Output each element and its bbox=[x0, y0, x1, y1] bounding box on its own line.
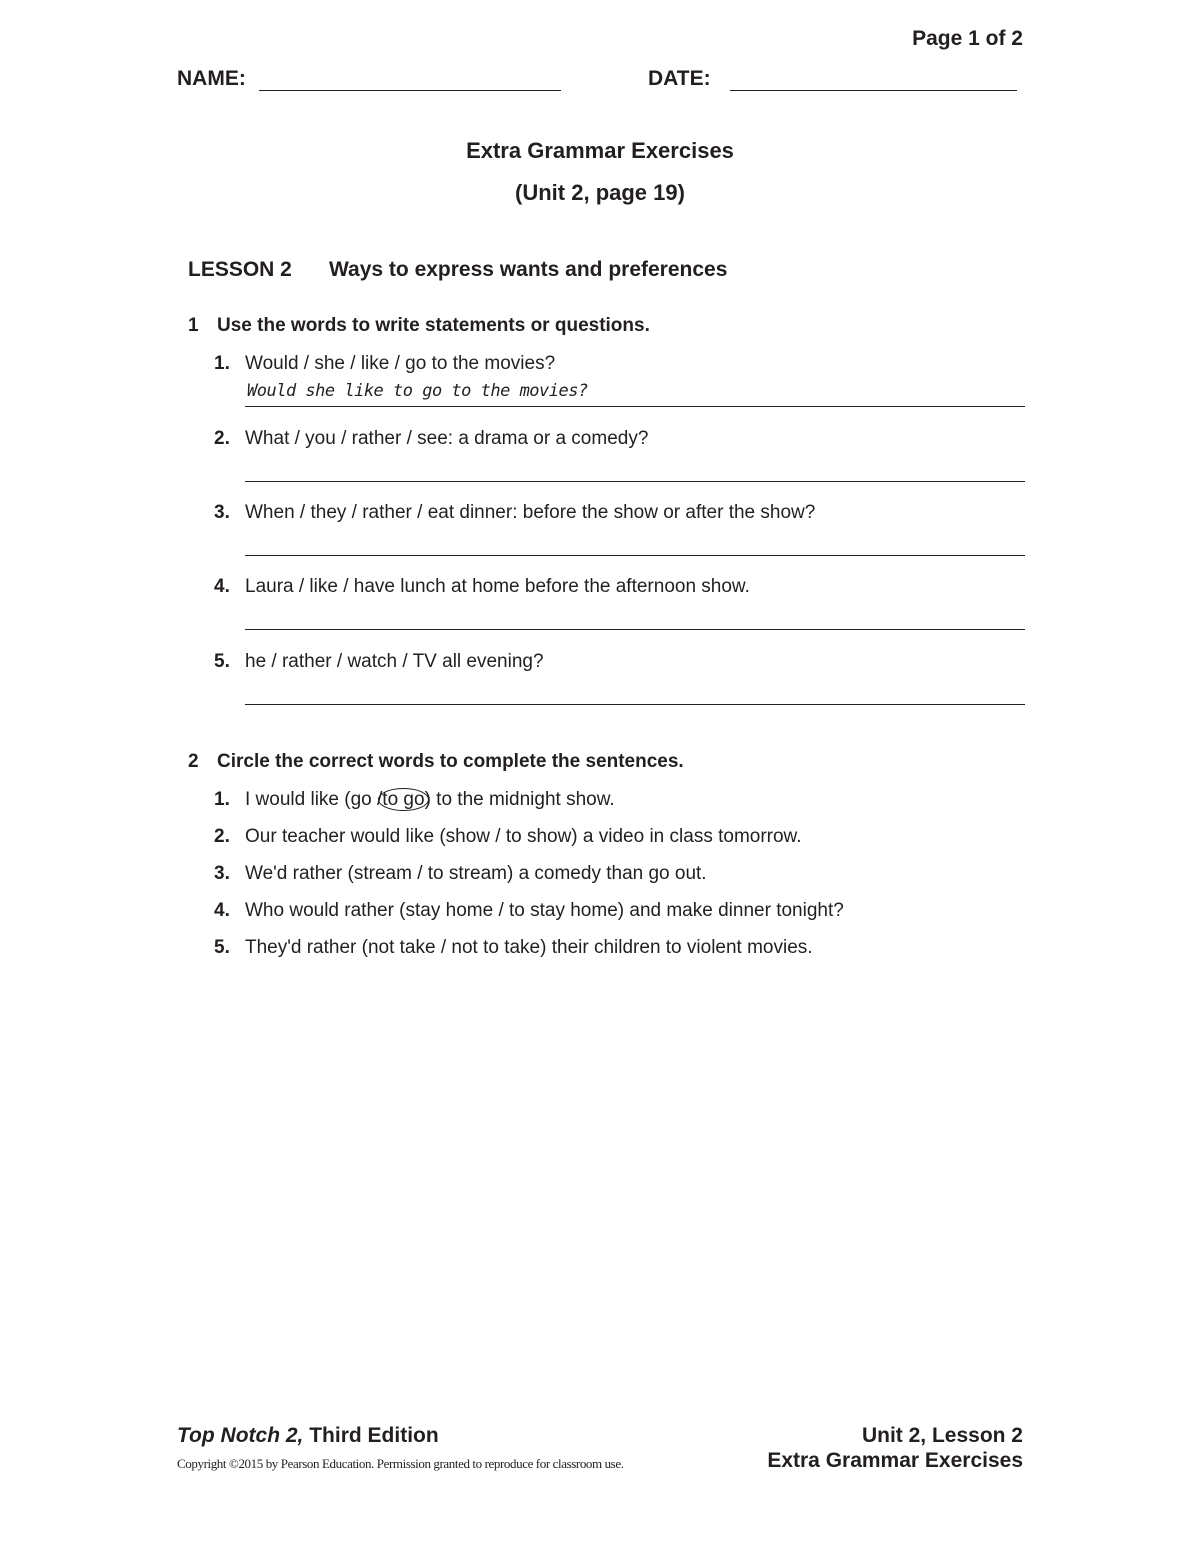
item-number: 1. bbox=[214, 353, 230, 374]
list-item bbox=[214, 428, 648, 450]
item-text: Who would rather (stay home / to stay home) and make dinner tonight? bbox=[245, 900, 844, 921]
item-text-after: ) to the midnight show. bbox=[424, 789, 615, 810]
item-number: 2. bbox=[214, 826, 230, 847]
exercise1-number: 1 bbox=[188, 315, 199, 336]
item-prompt: What / you / rather / see: a drama or a comedy? bbox=[245, 428, 649, 449]
item-number: 1. bbox=[214, 789, 230, 810]
item-number: 5. bbox=[214, 651, 230, 672]
item-number: 3. bbox=[214, 502, 230, 523]
item-number: 5. bbox=[214, 937, 230, 958]
footer-book bbox=[177, 1424, 439, 1448]
copyright-notice: Copyright ©2015 by Pearson Education. Permission granted to reproduce for classroom use. bbox=[177, 1456, 624, 1471]
exercise1-instruction bbox=[188, 315, 650, 337]
exercise2-number: 2 bbox=[188, 751, 199, 772]
item-text-before: I would like (go / bbox=[245, 789, 383, 810]
item-prompt: Would / she / like / go to the movies? bbox=[245, 353, 556, 374]
footer-section: Extra Grammar Exercises bbox=[767, 1449, 1023, 1472]
lesson-number: LESSON 2 bbox=[188, 258, 292, 281]
handwritten-answer: Would she like to go to the movies? bbox=[247, 381, 588, 401]
list-item bbox=[214, 502, 815, 524]
list-item bbox=[214, 826, 802, 848]
item-text: We'd rather (stream / to stream) a comedy than go out. bbox=[245, 863, 707, 884]
circled-answer[interactable]: to go bbox=[378, 788, 428, 811]
lesson-topic: Ways to express wants and preferences bbox=[329, 258, 728, 281]
item-prompt: he / rather / watch / TV all evening? bbox=[245, 651, 544, 672]
item-prompt: Laura / like / have lunch at home before the afternoon show. bbox=[245, 576, 750, 597]
date-field[interactable] bbox=[730, 90, 1017, 91]
list-item bbox=[214, 651, 544, 673]
list-item bbox=[214, 353, 555, 375]
name-field[interactable] bbox=[259, 90, 561, 91]
book-edition: Third Edition bbox=[303, 1424, 439, 1447]
lesson-heading bbox=[188, 258, 727, 282]
date-label: DATE: bbox=[648, 67, 711, 90]
exercise1-instruction-text: Use the words to write statements or questions. bbox=[217, 315, 650, 336]
list-item bbox=[214, 900, 844, 922]
answer-line[interactable] bbox=[245, 555, 1025, 556]
exercise2-instruction bbox=[188, 751, 684, 773]
answer-line[interactable] bbox=[245, 481, 1025, 482]
item-number: 4. bbox=[214, 576, 230, 597]
worksheet-subtitle: (Unit 2, page 19) bbox=[515, 180, 685, 205]
list-item bbox=[214, 576, 750, 598]
worksheet-title: Extra Grammar Exercises bbox=[466, 138, 734, 163]
page-number: Page 1 of 2 bbox=[912, 27, 1023, 50]
list-item bbox=[214, 863, 707, 885]
list-item bbox=[214, 788, 615, 811]
item-text: They'd rather (not take / not to take) their children to violent movies. bbox=[245, 937, 813, 958]
item-number: 4. bbox=[214, 900, 230, 921]
name-label: NAME: bbox=[177, 67, 246, 90]
item-number: 3. bbox=[214, 863, 230, 884]
answer-line[interactable] bbox=[245, 704, 1025, 705]
list-item bbox=[214, 937, 813, 959]
item-prompt: When / they / rather / eat dinner: before the show or after the show? bbox=[245, 502, 816, 523]
item-text: Our teacher would like (show / to show) a video in class tomorrow. bbox=[245, 826, 802, 847]
book-title: Top Notch 2, bbox=[177, 1424, 304, 1447]
answer-line[interactable] bbox=[245, 629, 1025, 630]
exercise2-instruction-text: Circle the correct words to complete the sentences. bbox=[217, 751, 684, 772]
footer-unit-lesson: Unit 2, Lesson 2 bbox=[861, 1424, 1023, 1447]
answer-line[interactable] bbox=[245, 406, 1025, 407]
item-number: 2. bbox=[214, 428, 230, 449]
